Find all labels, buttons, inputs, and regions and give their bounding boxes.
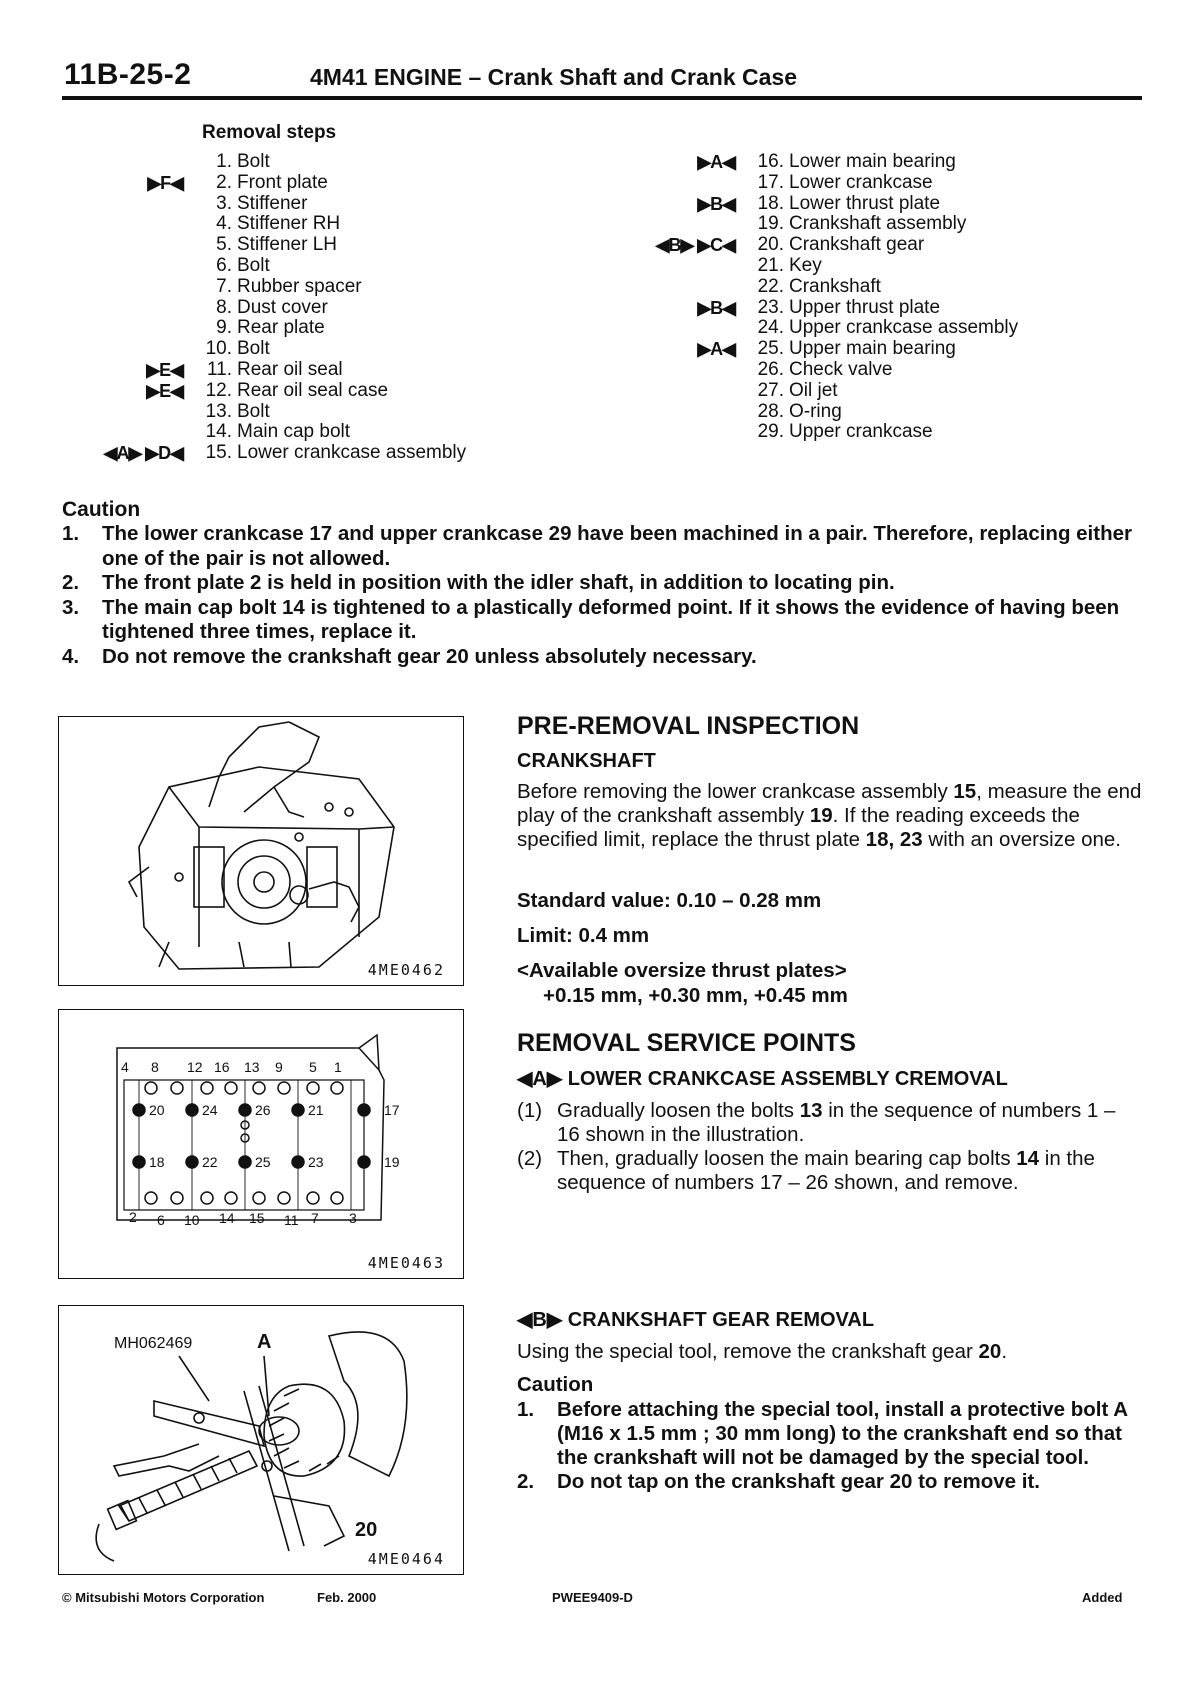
- step-number: 17.: [757, 171, 784, 193]
- step-label: Rear plate: [237, 317, 325, 339]
- bolt-number: 14: [219, 1210, 235, 1226]
- step-label: Rubber spacer: [237, 275, 362, 297]
- step-number: 13.: [205, 400, 232, 422]
- gear-caution-title: Caution: [517, 1373, 594, 1396]
- footer-code: PWEE9409-D: [552, 1590, 633, 1605]
- cap-number: 22: [202, 1154, 218, 1170]
- figure-code: 4ME0463: [367, 1254, 445, 1272]
- step-label: Upper main bearing: [789, 338, 956, 360]
- list-item: 2. Do not tap on the crankshaft gear 20 to remove it.: [517, 1470, 1040, 1493]
- step-number: 23.: [757, 296, 784, 318]
- step-label: Stiffener: [237, 192, 308, 214]
- standard-value: Standard value: 0.10 – 0.28 mm: [517, 889, 822, 912]
- step-number: 28.: [757, 400, 784, 422]
- cap-number: 25: [255, 1154, 271, 1170]
- bolt-number: 4: [121, 1059, 129, 1075]
- removal-step: [0, 214, 1190, 235]
- gear-label: 20: [355, 1519, 378, 1541]
- lower-crankcase-subheading: ◀A▶ LOWER CRANKCASE ASSEMBLY CREMOVAL: [517, 1068, 1008, 1090]
- removal-service-heading: REMOVAL SERVICE POINTS: [517, 1029, 856, 1057]
- caution-title: Caution: [62, 498, 141, 521]
- step-number: 20.: [757, 234, 784, 256]
- bolt-number: 15: [249, 1210, 265, 1226]
- figure-end-play-measurement: [58, 716, 464, 986]
- bolt-number: 6: [157, 1212, 165, 1228]
- bolt-number: 5: [309, 1059, 317, 1075]
- bolt-number: 9: [275, 1059, 283, 1075]
- page-title: 4M41 ENGINE – Crank Shaft and Crank Case: [310, 64, 797, 90]
- figure-gear-puller: [58, 1305, 464, 1575]
- removal-step: [0, 381, 1190, 402]
- removal-step: [0, 422, 1190, 443]
- step-label: Lower crankcase assembly: [237, 442, 467, 464]
- step-number: 26.: [757, 358, 784, 380]
- removal-step: [0, 298, 1190, 319]
- limit-value: Limit: 0.4 mm: [517, 924, 650, 947]
- figure-bolt-sequence: [58, 1009, 464, 1279]
- removal-step: [0, 173, 1190, 194]
- step-number: 8.: [216, 296, 232, 318]
- step-number: 1.: [216, 151, 232, 172]
- step-label: Crankshaft assembly: [789, 213, 967, 235]
- list-item: (2) Then, gradually loosen the main bearing cap bolts 14 in the sequence of numbers 17 – 26 shown, and remove.: [517, 1147, 1095, 1194]
- pre-removal-paragraph: Before removing the lower crankcase assembly 15, measure the end play of the crankshaft assembly 19. If the reading exceeds the specified limit, replace the thrust plate 18, 23 with an oversize one.: [517, 780, 1142, 851]
- removal-steps-title: Removal steps: [202, 122, 337, 143]
- bolt-number: 10: [184, 1212, 200, 1228]
- step-number: 7.: [216, 275, 232, 297]
- bolt-number: 11: [284, 1212, 299, 1228]
- step-label: Check valve: [789, 358, 893, 380]
- step-number: 19.: [757, 213, 784, 235]
- caution-item: 1. The lower crankcase 17 and upper crankcase 29 have been machined in a pair. Therefore, replacing either one of the pair is not allowed.: [62, 522, 1132, 570]
- step-number: 12.: [205, 379, 232, 401]
- step-label: Dust cover: [237, 296, 328, 318]
- service-mark: ◀B▶ ▶C◀: [655, 235, 735, 256]
- cap-number: 23: [308, 1154, 324, 1170]
- bolt-number: 2: [129, 1209, 137, 1225]
- list-item: (1) Gradually loosen the bolts 13 in the sequence of numbers 1 – 16 shown in the illustration.: [517, 1099, 1116, 1146]
- step-number: 4.: [216, 213, 232, 235]
- crankshaft-subheading: CRANKSHAFT: [517, 750, 656, 772]
- figure-code: 4ME0464: [367, 1550, 445, 1568]
- step-number: 29.: [757, 421, 784, 443]
- list-item: 1. Before attaching the special tool, install a protective bolt A (M16 x 1.5 mm ; 30 mm long) to the crankshaft end so that the crankshaft will not be damaged by the special tool.: [517, 1398, 1128, 1469]
- footer-copyright: © Mitsubishi Motors Corporation: [62, 1590, 265, 1605]
- step-number: 27.: [757, 379, 784, 401]
- step-number: 6.: [216, 254, 232, 276]
- step-number: 25.: [757, 338, 784, 360]
- step-number: 15.: [205, 442, 232, 464]
- step-label: Lower crankcase: [789, 171, 933, 193]
- cap-number: 26: [255, 1102, 271, 1118]
- gear-puller-drawing: [59, 1306, 463, 1574]
- removal-step: [0, 235, 1190, 256]
- step-label: Bolt: [237, 338, 270, 360]
- step-number: 14.: [205, 421, 232, 443]
- cap-number: 21: [308, 1102, 324, 1118]
- pre-removal-heading: PRE-REMOVAL INSPECTION: [517, 712, 860, 740]
- step-number: 5.: [216, 234, 232, 256]
- removal-step: [0, 152, 1190, 173]
- bolt-number: 16: [214, 1059, 230, 1075]
- step-label: Bolt: [237, 151, 270, 172]
- tool-number: MH062469: [114, 1335, 193, 1352]
- step-number: 24.: [757, 317, 784, 339]
- step-label: Stiffener LH: [237, 234, 337, 256]
- step-label: Crankshaft: [789, 275, 881, 297]
- footer-status: Added: [1082, 1590, 1123, 1605]
- step-label: Main cap bolt: [237, 421, 351, 443]
- service-mark: ▶B◀: [697, 193, 735, 214]
- step-label: Lower thrust plate: [789, 192, 941, 214]
- step-number: 3.: [216, 192, 232, 214]
- step-label: Front plate: [237, 171, 328, 193]
- removal-steps-right: [0, 152, 1190, 443]
- caution-item: 2. The front plate 2 is held in position with the idler shaft, in addition to locating pin.: [62, 571, 895, 594]
- figure-code: 4ME0462: [367, 961, 445, 979]
- gear-removal-paragraph: Using the special tool, remove the crankshaft gear 20.: [517, 1340, 1008, 1363]
- step-label: O-ring: [789, 400, 842, 422]
- bolt-number: 3: [349, 1210, 357, 1226]
- step-number: 21.: [757, 254, 784, 276]
- removal-step: [0, 360, 1190, 381]
- service-mark: ▶F◀: [147, 172, 183, 193]
- oversize-title: <Available oversize thrust plates>: [517, 959, 847, 982]
- service-mark: ▶E◀: [146, 380, 183, 401]
- service-mark: ▶E◀: [146, 359, 183, 380]
- engine-block-drawing: [59, 717, 463, 985]
- bolt-number: 8: [151, 1059, 159, 1075]
- step-label: Bolt: [237, 400, 270, 422]
- step-label: Key: [789, 254, 822, 276]
- cap-number: 18: [149, 1154, 165, 1170]
- service-mark: ▶A◀: [697, 152, 735, 172]
- step-number: 9.: [216, 317, 232, 339]
- header-rule: [62, 96, 1142, 100]
- bolt-number: 1: [334, 1059, 342, 1075]
- bolt-a-label: A: [257, 1331, 272, 1353]
- bolt-number: 7: [311, 1210, 319, 1226]
- caution-item: 3. The main cap bolt 14 is tightened to a plastically deformed point. If it shows the evidence of having been tightened three times, replace it.: [62, 595, 1120, 643]
- oversize-values: +0.15 mm, +0.30 mm, +0.45 mm: [543, 984, 848, 1007]
- removal-step: [0, 339, 1190, 360]
- gear-caution-list: [517, 1398, 1143, 1494]
- removal-step: [0, 256, 1190, 277]
- cap-number: 20: [149, 1102, 165, 1118]
- bolt-number: 13: [244, 1059, 260, 1075]
- step-label: Crankshaft gear: [789, 234, 925, 256]
- removal-a-steps: [517, 1099, 1143, 1195]
- caution-item: 4. Do not remove the crankshaft gear 20 unless absolutely necessary.: [62, 644, 757, 668]
- bolt-numbers: [121, 1059, 400, 1228]
- removal-step: [0, 277, 1190, 298]
- removal-step: [0, 402, 1190, 423]
- step-label: Oil jet: [789, 379, 838, 401]
- removal-step: [0, 194, 1190, 215]
- step-label: Upper thrust plate: [789, 296, 941, 318]
- cap-number: 17: [384, 1102, 400, 1118]
- service-mark: ▶A◀: [697, 339, 735, 360]
- gear-removal-subheading: ◀B▶ CRANKSHAFT GEAR REMOVAL: [517, 1309, 875, 1331]
- cap-number: 24: [202, 1102, 218, 1118]
- step-number: 10.: [205, 338, 232, 360]
- footer-date: Feb. 2000: [317, 1590, 377, 1605]
- cap-number: 19: [384, 1154, 400, 1170]
- removal-step: [0, 318, 1190, 339]
- bolt-sequence-diagram: [59, 1010, 463, 1278]
- service-mark: ▶B◀: [697, 297, 735, 318]
- step-label: Upper crankcase assembly: [789, 317, 1019, 339]
- service-mark: ◀A▶ ▶D◀: [103, 443, 183, 464]
- step-number: 16.: [757, 151, 784, 172]
- step-number: 18.: [757, 192, 784, 214]
- step-label: Bolt: [237, 254, 270, 276]
- caution-list: [62, 522, 1142, 669]
- step-number: 11.: [206, 358, 232, 380]
- step-label: Rear oil seal: [237, 358, 343, 380]
- removal-step: [0, 443, 600, 464]
- step-label: Stiffener RH: [237, 213, 341, 235]
- bolt-number: 12: [187, 1059, 203, 1075]
- step-number: 22.: [757, 275, 784, 297]
- step-label: Rear oil seal case: [237, 379, 389, 401]
- step-number: 2.: [216, 171, 232, 193]
- step-label: Lower main bearing: [789, 151, 956, 172]
- step-label: Upper crankcase: [789, 421, 933, 443]
- page-number: 11B-25-2: [64, 58, 192, 91]
